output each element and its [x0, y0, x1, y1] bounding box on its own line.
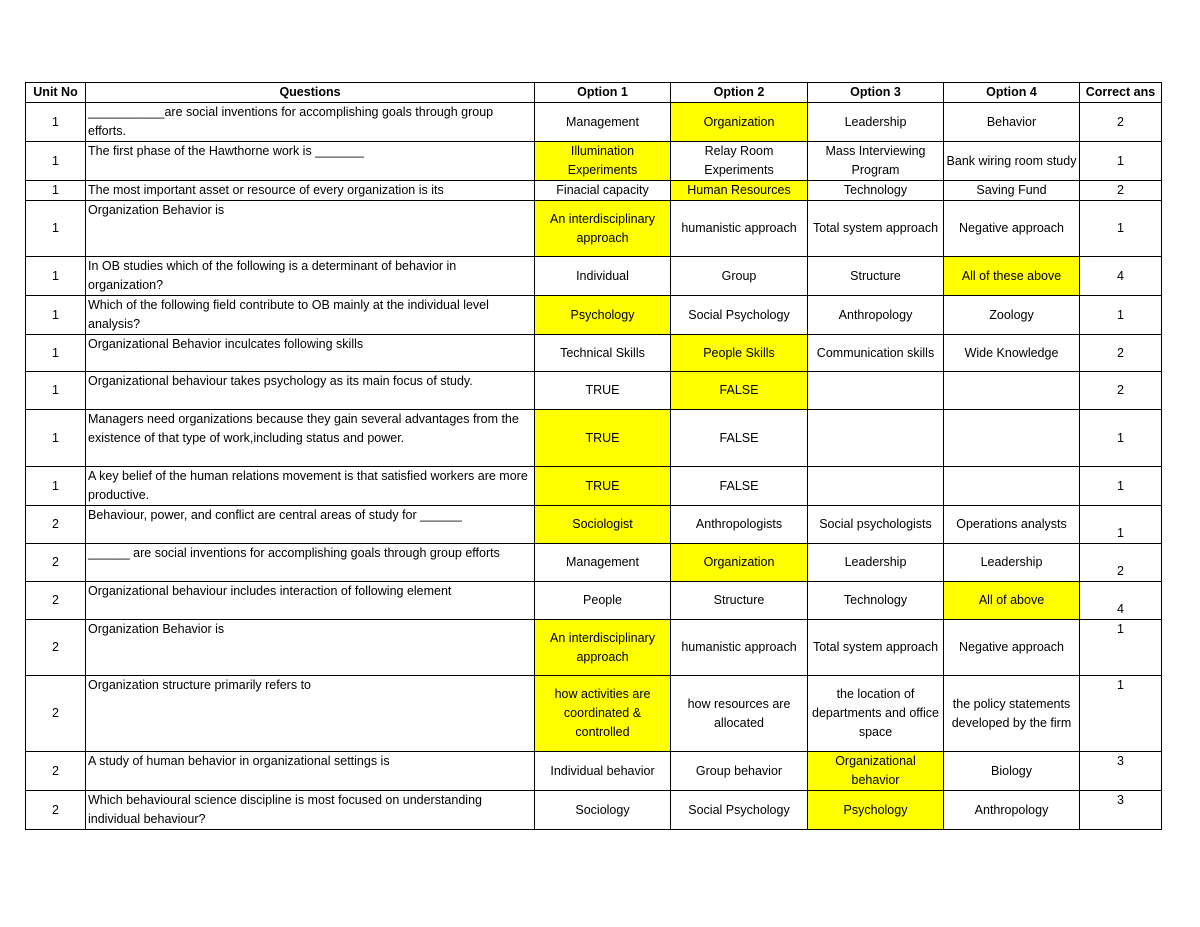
unit-no-cell: 1	[26, 201, 86, 257]
option-2-cell: Social Psychology	[671, 791, 808, 830]
mcq-table	[25, 82, 1162, 830]
option-3-cell: Leadership	[808, 544, 944, 582]
option-1-cell: Management	[535, 103, 671, 142]
option-1-cell: An interdisciplinary approach	[535, 620, 671, 676]
option-2-cell: Organization	[671, 103, 808, 142]
table-row	[26, 752, 1162, 791]
header-row	[26, 83, 1162, 103]
table-row	[26, 544, 1162, 582]
header-questions: Questions	[86, 83, 535, 103]
table-row	[26, 410, 1162, 467]
question-cell: ___________are social inventions for accomplishing goals through group efforts.	[86, 103, 535, 142]
option-1-cell: An interdisciplinary approach	[535, 201, 671, 257]
option-4-cell: the policy statements developed by the firm	[944, 676, 1080, 752]
correct-answer-cell: 3	[1080, 752, 1162, 791]
option-1-cell: Finacial capacity	[535, 181, 671, 201]
option-2-cell: Anthropologists	[671, 506, 808, 544]
option-3-cell: Leadership	[808, 103, 944, 142]
option-4-cell: Leadership	[944, 544, 1080, 582]
correct-answer-cell: 1	[1080, 467, 1162, 506]
header-option-3: Option 3	[808, 83, 944, 103]
option-2-cell: FALSE	[671, 467, 808, 506]
option-3-cell	[808, 372, 944, 410]
question-cell: Behaviour, power, and conflict are central areas of study for ______	[86, 506, 535, 544]
option-2-cell: humanistic approach	[671, 201, 808, 257]
header-unit-no: Unit No	[26, 83, 86, 103]
table-row	[26, 467, 1162, 506]
option-2-cell: FALSE	[671, 410, 808, 467]
option-3-cell: Social psychologists	[808, 506, 944, 544]
unit-no-cell: 2	[26, 544, 86, 582]
option-3-cell	[808, 410, 944, 467]
option-4-cell: All of these above	[944, 257, 1080, 296]
option-1-cell: People	[535, 582, 671, 620]
table-row	[26, 676, 1162, 752]
option-2-cell: Structure	[671, 582, 808, 620]
unit-no-cell: 2	[26, 791, 86, 830]
correct-answer-cell: 1	[1080, 296, 1162, 335]
option-4-cell: Negative approach	[944, 620, 1080, 676]
option-1-cell: Sociology	[535, 791, 671, 830]
correct-answer-cell: 4	[1080, 582, 1162, 620]
correct-answer-cell: 1	[1080, 620, 1162, 676]
option-4-cell: Negative approach	[944, 201, 1080, 257]
option-4-cell: Operations analysts	[944, 506, 1080, 544]
question-cell: Which of the following field contribute to OB mainly at the individual level analysis?	[86, 296, 535, 335]
option-3-cell: Organizational behavior	[808, 752, 944, 791]
option-2-cell: humanistic approach	[671, 620, 808, 676]
table-row	[26, 257, 1162, 296]
option-1-cell: TRUE	[535, 372, 671, 410]
unit-no-cell: 2	[26, 676, 86, 752]
option-3-cell: Technology	[808, 181, 944, 201]
table-row	[26, 791, 1162, 830]
question-cell: Organizational behaviour takes psychology as its main focus of study.	[86, 372, 535, 410]
correct-answer-cell: 1	[1080, 506, 1162, 544]
correct-answer-cell: 1	[1080, 201, 1162, 257]
option-4-cell: All of above	[944, 582, 1080, 620]
option-4-cell: Zoology	[944, 296, 1080, 335]
unit-no-cell: 1	[26, 257, 86, 296]
option-1-cell: how activities are coordinated & controlled	[535, 676, 671, 752]
correct-answer-cell: 1	[1080, 676, 1162, 752]
correct-answer-cell: 4	[1080, 257, 1162, 296]
table-row	[26, 103, 1162, 142]
question-cell: Which behavioural science discipline is most focused on understanding individual behaviour?	[86, 791, 535, 830]
question-cell: In OB studies which of the following is a determinant of behavior in organization?	[86, 257, 535, 296]
option-2-cell: Group behavior	[671, 752, 808, 791]
table-row	[26, 335, 1162, 372]
correct-answer-cell: 2	[1080, 544, 1162, 582]
correct-answer-cell: 1	[1080, 142, 1162, 181]
option-4-cell	[944, 372, 1080, 410]
option-3-cell: Communication skills	[808, 335, 944, 372]
unit-no-cell: 2	[26, 582, 86, 620]
unit-no-cell: 2	[26, 620, 86, 676]
question-cell: ______ are social inventions for accomplishing goals through group efforts	[86, 544, 535, 582]
option-1-cell: Individual behavior	[535, 752, 671, 791]
unit-no-cell: 1	[26, 467, 86, 506]
option-4-cell: Behavior	[944, 103, 1080, 142]
correct-answer-cell: 1	[1080, 410, 1162, 467]
question-cell: Organization Behavior is	[86, 201, 535, 257]
option-3-cell: Total system approach	[808, 201, 944, 257]
option-1-cell: Sociologist	[535, 506, 671, 544]
option-2-cell: Human Resources	[671, 181, 808, 201]
option-2-cell: how resources are allocated	[671, 676, 808, 752]
option-1-cell: Illumination Experiments	[535, 142, 671, 181]
table-row	[26, 296, 1162, 335]
question-cell: The most important asset or resource of every organization is its	[86, 181, 535, 201]
option-3-cell: Anthropology	[808, 296, 944, 335]
option-1-cell: TRUE	[535, 410, 671, 467]
option-4-cell: Saving Fund	[944, 181, 1080, 201]
question-cell: Organizational behaviour includes interaction of following element	[86, 582, 535, 620]
header-option-1: Option 1	[535, 83, 671, 103]
option-1-cell: Individual	[535, 257, 671, 296]
option-3-cell	[808, 467, 944, 506]
option-3-cell: Total system approach	[808, 620, 944, 676]
option-4-cell: Bank wiring room study	[944, 142, 1080, 181]
option-4-cell: Anthropology	[944, 791, 1080, 830]
unit-no-cell: 1	[26, 335, 86, 372]
unit-no-cell: 1	[26, 372, 86, 410]
correct-answer-cell: 2	[1080, 335, 1162, 372]
option-4-cell: Biology	[944, 752, 1080, 791]
option-2-cell: FALSE	[671, 372, 808, 410]
header-option-4: Option 4	[944, 83, 1080, 103]
option-2-cell: People Skills	[671, 335, 808, 372]
option-1-cell: Management	[535, 544, 671, 582]
table-row	[26, 142, 1162, 181]
question-cell: Managers need organizations because they gain several advantages from the existence of that type of work,including status and power.	[86, 410, 535, 467]
option-4-cell	[944, 410, 1080, 467]
table-row	[26, 582, 1162, 620]
question-cell: A study of human behavior in organizational settings is	[86, 752, 535, 791]
option-1-cell: TRUE	[535, 467, 671, 506]
table-row	[26, 201, 1162, 257]
unit-no-cell: 2	[26, 506, 86, 544]
table-row	[26, 372, 1162, 410]
option-2-cell: Social Psychology	[671, 296, 808, 335]
unit-no-cell: 2	[26, 752, 86, 791]
option-1-cell: Psychology	[535, 296, 671, 335]
option-2-cell: Organization	[671, 544, 808, 582]
unit-no-cell: 1	[26, 410, 86, 467]
option-4-cell	[944, 467, 1080, 506]
option-1-cell: Technical Skills	[535, 335, 671, 372]
question-cell: Organization structure primarily refers to	[86, 676, 535, 752]
option-4-cell: Wide Knowledge	[944, 335, 1080, 372]
question-cell: Organizational Behavior inculcates following skills	[86, 335, 535, 372]
option-2-cell: Relay Room Experiments	[671, 142, 808, 181]
unit-no-cell: 1	[26, 296, 86, 335]
option-2-cell: Group	[671, 257, 808, 296]
correct-answer-cell: 2	[1080, 181, 1162, 201]
table-row	[26, 181, 1162, 201]
correct-answer-cell: 2	[1080, 372, 1162, 410]
option-3-cell: Psychology	[808, 791, 944, 830]
unit-no-cell: 1	[26, 142, 86, 181]
question-cell: A key belief of the human relations movement is that satisfied workers are more productive.	[86, 467, 535, 506]
option-3-cell: Mass Interviewing Program	[808, 142, 944, 181]
option-3-cell: the location of departments and office space	[808, 676, 944, 752]
unit-no-cell: 1	[26, 103, 86, 142]
table-row	[26, 620, 1162, 676]
option-3-cell: Technology	[808, 582, 944, 620]
question-cell: Organization Behavior is	[86, 620, 535, 676]
header-option-2: Option 2	[671, 83, 808, 103]
unit-no-cell: 1	[26, 181, 86, 201]
correct-answer-cell: 3	[1080, 791, 1162, 830]
correct-answer-cell: 2	[1080, 103, 1162, 142]
option-3-cell: Structure	[808, 257, 944, 296]
question-cell: The first phase of the Hawthorne work is _______	[86, 142, 535, 181]
table-row	[26, 506, 1162, 544]
header-correct-ans: Correct ans	[1080, 83, 1162, 103]
